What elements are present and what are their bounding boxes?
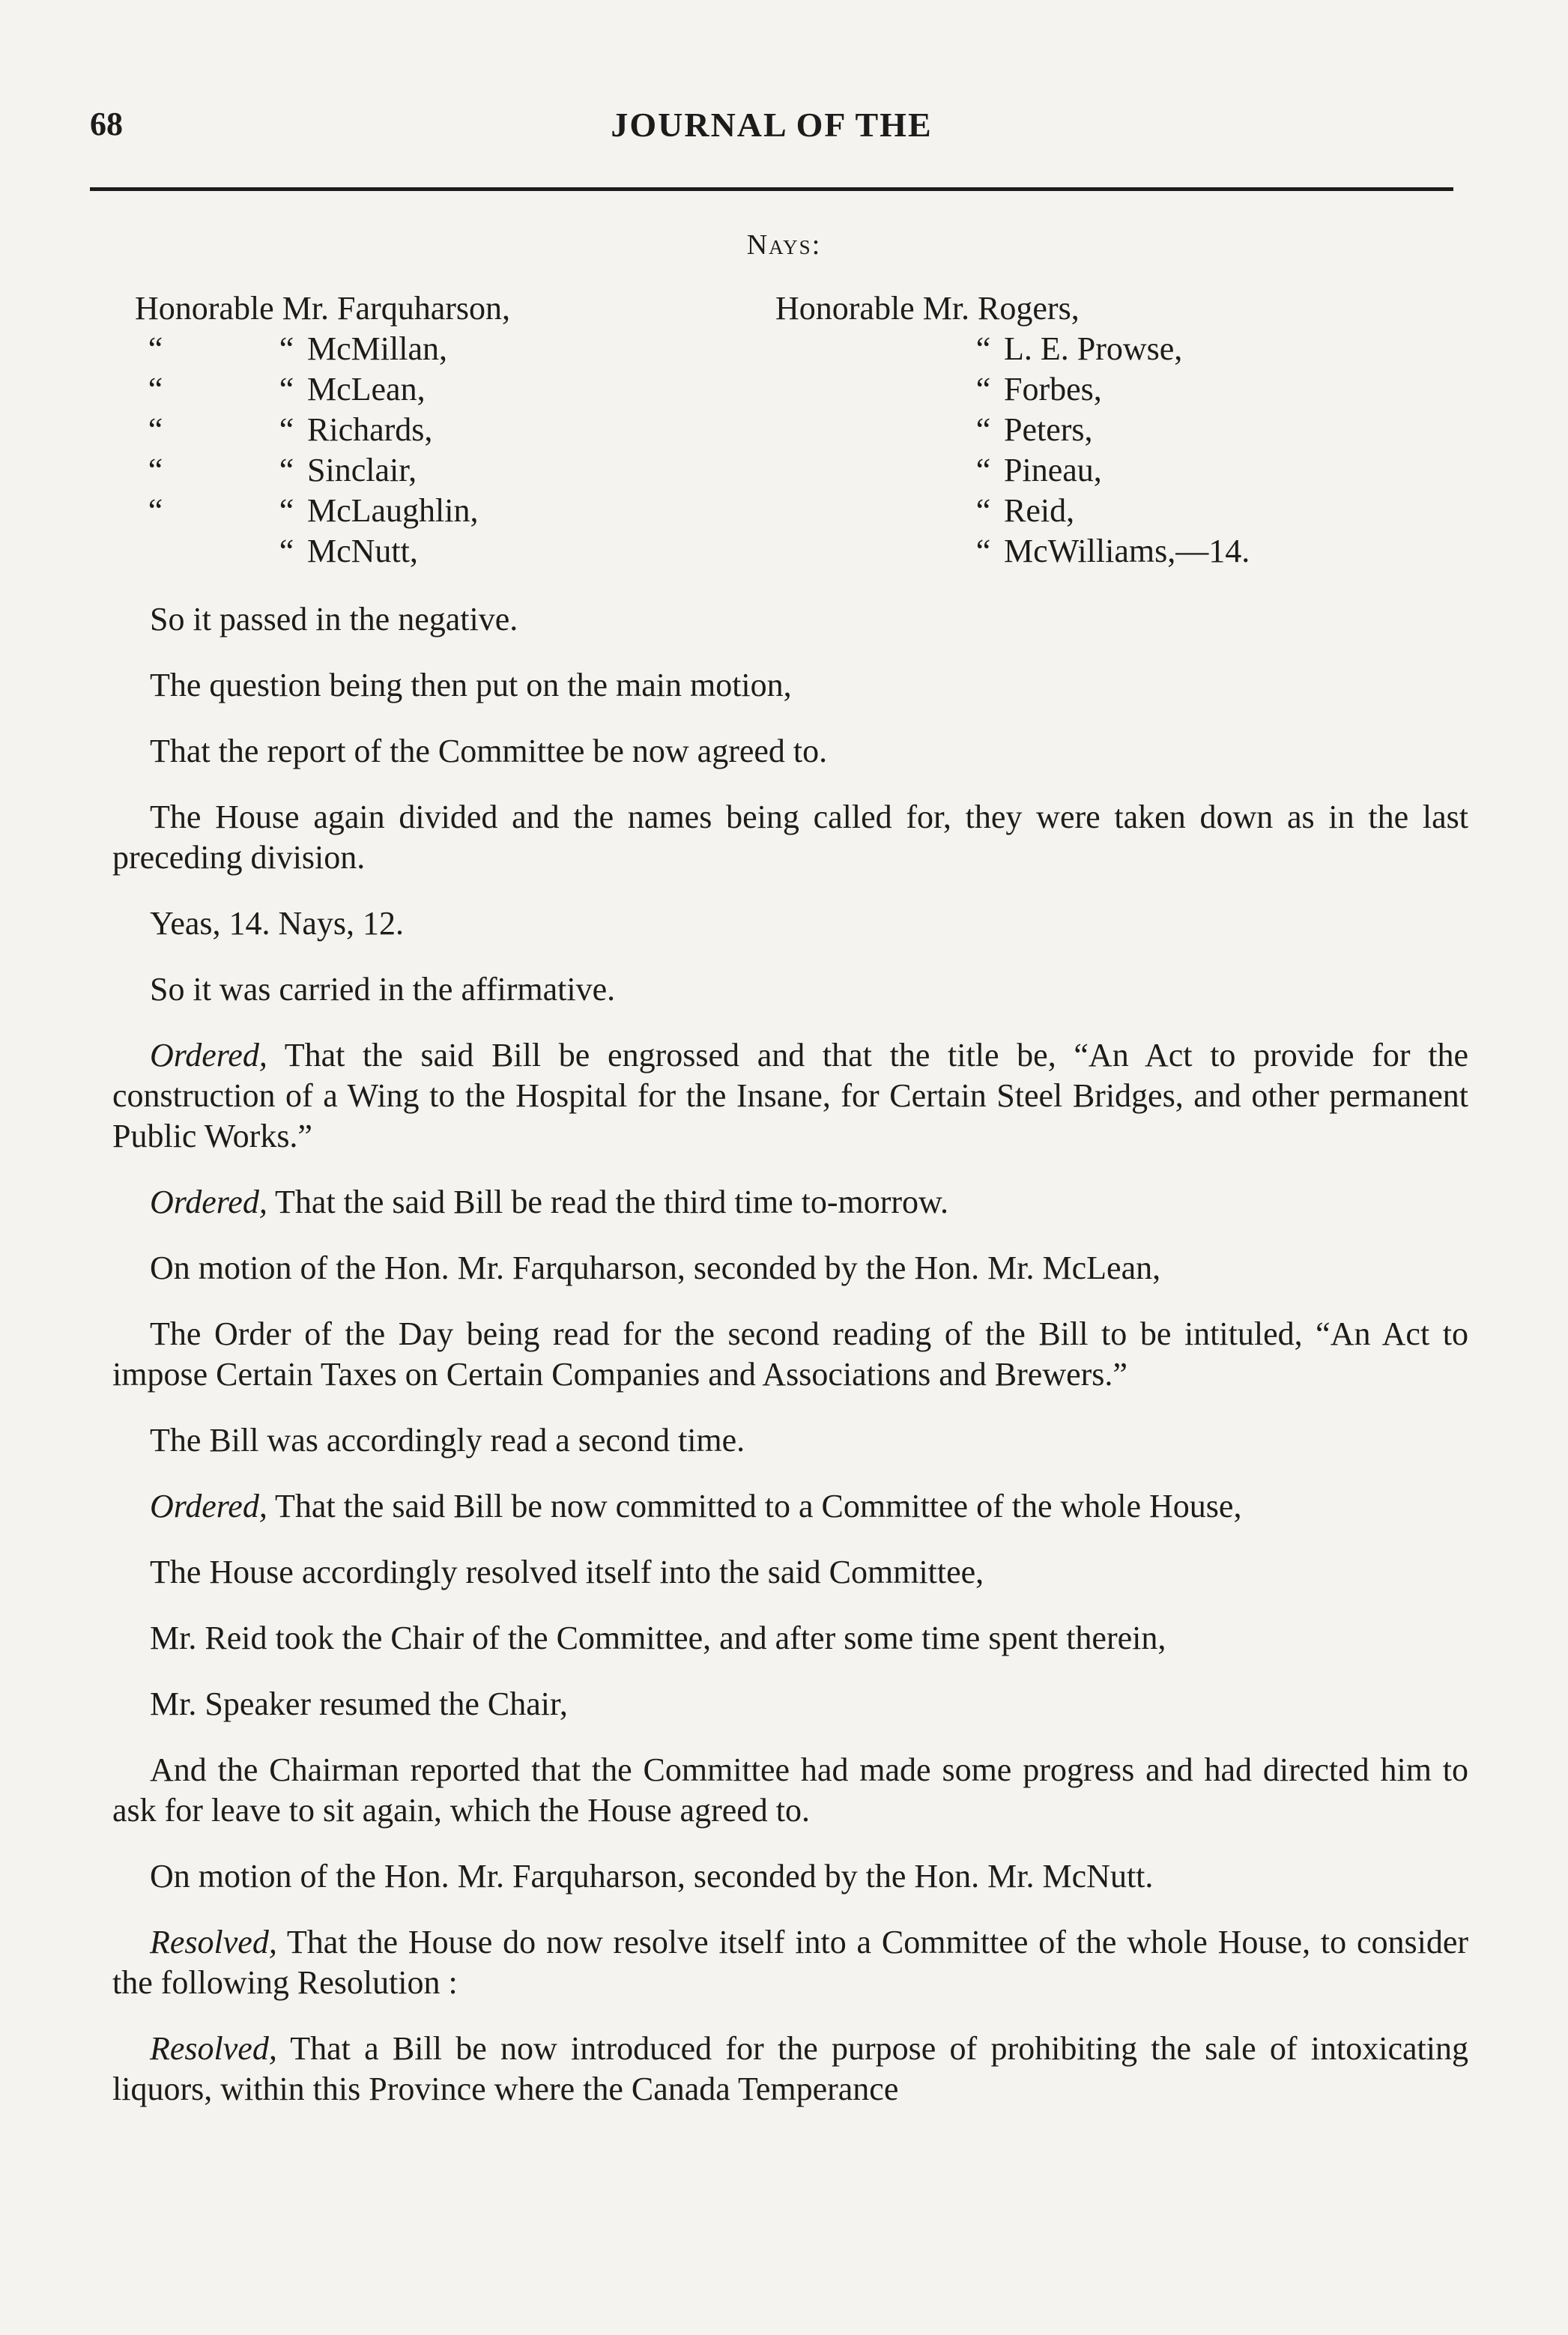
ditto-mark: “ <box>279 330 294 367</box>
italic-lead: Ordered, <box>150 1037 267 1073</box>
paragraph <box>112 1182 1468 1223</box>
paragraph-text: On motion of the Hon. Mr. Farquharson, seconded by the Hon. Mr. McLean, <box>150 1250 1161 1286</box>
paragraph-text: So it passed in the negative. <box>150 601 518 637</box>
paragraph-text: That the report of the Committee be now agreed to. <box>150 733 828 769</box>
paragraph-text: The Bill was accordingly read a second time. <box>150 1422 745 1459</box>
header-rule <box>90 187 1453 191</box>
paragraph <box>112 731 1468 772</box>
paragraph <box>112 1750 1468 1831</box>
paragraph <box>112 903 1468 944</box>
vote-name: Richards, <box>307 411 433 448</box>
vote-name: McNutt, <box>307 533 418 569</box>
vote-row <box>135 531 719 572</box>
ditto-mark: “ <box>279 371 294 408</box>
paragraph-text: That the said Bill be now committed to a Committee of the whole House, <box>267 1488 1242 1524</box>
ditto-mark: “ <box>975 533 991 569</box>
italic-lead: Ordered, <box>150 1488 267 1524</box>
ditto-mark: “ <box>975 371 991 408</box>
ditto-mark: “ <box>148 330 163 367</box>
ditto-mark: “ <box>148 452 163 488</box>
ditto-mark: “ <box>279 452 294 488</box>
italic-lead: Ordered, <box>150 1184 267 1220</box>
vote-row <box>135 369 719 410</box>
paragraph-text: That the said Bill be engrossed and that the title be, “An Act to provide for the construction of a Wing to the Hospital for the Insane, for Certain Steel Bridges, and other permanent Public Works.” <box>112 1037 1468 1154</box>
paragraph <box>112 1248 1468 1288</box>
vote-name: McLaughlin, <box>307 492 479 529</box>
ditto-mark: “ <box>975 330 991 367</box>
paragraph-text: That the House do now resolve itself into a Committee of the whole House, to consider the following Resolution : <box>112 1924 1468 2001</box>
paragraph-text: The House again divided and the names being called for, they were taken down as in the last preceding division. <box>112 799 1468 876</box>
ditto-mark: “ <box>279 411 294 448</box>
paragraph-text: Mr. Speaker resumed the Chair, <box>150 1686 568 1722</box>
paragraph <box>112 599 1468 640</box>
ditto-mark: “ <box>975 452 991 488</box>
left-first-name: Honorable Mr. Farquharson, <box>135 290 511 327</box>
paragraph-text: Mr. Reid took the Chair of the Committee, and after some time spent therein, <box>150 1620 1166 1656</box>
page-number: 68 <box>90 106 123 142</box>
left-vote-column <box>135 288 719 572</box>
vote-name: Forbes, <box>1004 371 1102 408</box>
paragraph-text: That a Bill be now introduced for the purpose of prohibiting the sale of intoxicating liquors, within this Province where the Canada Temperance <box>112 2030 1468 2107</box>
paragraph-text: The question being then put on the main motion, <box>150 667 792 703</box>
paragraph <box>112 1314 1468 1395</box>
paragraph-text: The House accordingly resolved itself into the said Committee, <box>150 1554 984 1590</box>
vote-row <box>135 410 719 450</box>
vote-name: Pineau, <box>1004 452 1102 488</box>
paragraph-text: That the said Bill be read the third time to-morrow. <box>267 1184 948 1220</box>
vote-name: Reid, <box>1004 492 1075 529</box>
paragraph <box>112 1922 1468 2003</box>
paragraph <box>112 1035 1468 1157</box>
vote-row <box>775 369 1390 410</box>
italic-lead: Resolved, <box>150 1924 277 1960</box>
paragraph <box>112 1420 1468 1461</box>
vote-row <box>775 531 1390 572</box>
ditto-mark: “ <box>975 492 991 529</box>
vote-row <box>775 450 1390 491</box>
vote-name: Sinclair, <box>307 452 417 488</box>
paragraph <box>112 797 1468 878</box>
running-title: JOURNAL OF THE <box>611 106 933 144</box>
vote-name: McLean, <box>307 371 426 408</box>
right-first-name: Honorable Mr. Rogers, <box>775 290 1080 327</box>
ditto-mark: “ <box>148 411 163 448</box>
vote-name: McMillan, <box>307 330 447 367</box>
vote-row <box>775 410 1390 450</box>
nays-heading: Nays: <box>746 229 822 261</box>
ditto-mark: “ <box>148 492 163 529</box>
journal-body <box>112 599 1468 2135</box>
paragraph <box>112 969 1468 1010</box>
paragraph <box>112 1486 1468 1527</box>
vote-name: McWilliams,—14. <box>1004 533 1250 569</box>
page-header <box>90 105 1453 165</box>
ditto-mark: “ <box>279 492 294 529</box>
vote-row <box>775 329 1390 369</box>
paragraph <box>112 1684 1468 1724</box>
ditto-mark: “ <box>148 371 163 408</box>
ditto-mark: “ <box>279 533 294 569</box>
vote-row <box>135 491 719 531</box>
vote-row <box>135 450 719 491</box>
right-vote-column <box>775 288 1390 572</box>
paragraph-text: So it was carried in the affirmative. <box>150 971 616 1008</box>
paragraph-text: The Order of the Day being read for the second reading of the Bill to be intituled, “An Act to impose Certain Taxes on Certain Companies and Associations and Brewers.” <box>112 1315 1468 1393</box>
paragraph <box>112 1856 1468 1897</box>
vote-name: Peters, <box>1004 411 1093 448</box>
paragraph-text: On motion of the Hon. Mr. Farquharson, seconded by the Hon. Mr. McNutt. <box>150 1858 1154 1895</box>
paragraph-text: Yeas, 14. Nays, 12. <box>150 905 404 942</box>
vote-row <box>135 329 719 369</box>
paragraph <box>112 1552 1468 1593</box>
paragraph <box>112 665 1468 706</box>
vote-name: L. E. Prowse, <box>1004 330 1183 367</box>
italic-lead: Resolved, <box>150 2030 277 2067</box>
paragraph-text: And the Chairman reported that the Committee had made some progress and had directed him to ask for leave to sit again, which the House agreed to. <box>112 1751 1468 1829</box>
vote-row <box>775 491 1390 531</box>
ditto-mark: “ <box>975 411 991 448</box>
paragraph <box>112 2029 1468 2110</box>
paragraph <box>112 1618 1468 1659</box>
